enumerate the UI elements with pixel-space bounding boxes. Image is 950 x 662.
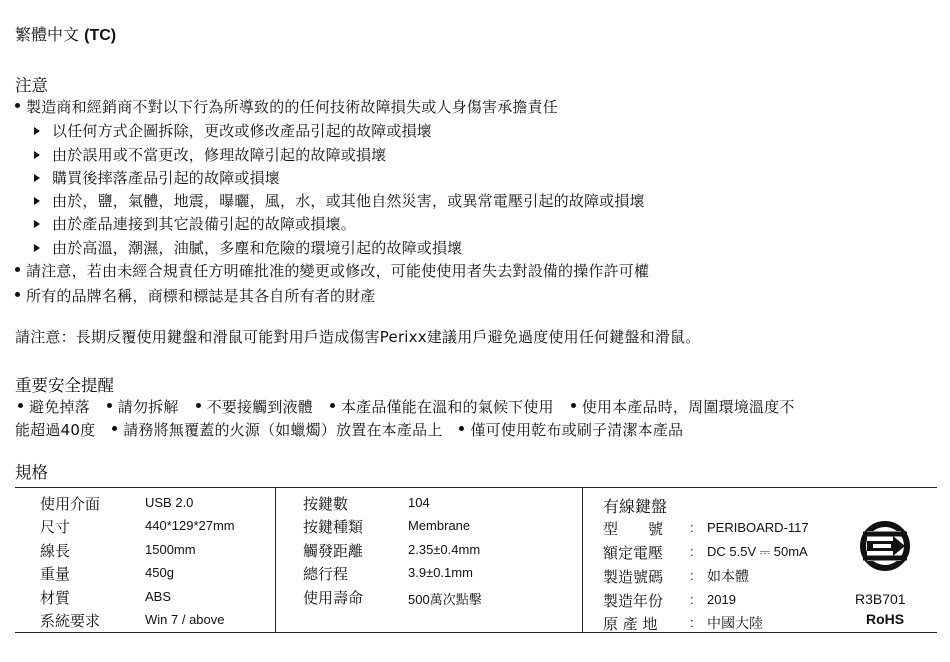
- spec-value: 如本體: [707, 569, 749, 585]
- notice-sub-item: [34, 120, 432, 141]
- spec-label: 系統要求: [40, 612, 101, 630]
- spec-value: PERIBOARD-117: [707, 520, 809, 535]
- language-title: [15, 22, 116, 45]
- spec-value: DC 5.5V ⎓ 50mA: [707, 544, 808, 559]
- spec-sep: :: [690, 520, 694, 535]
- notice-sub-item-text: 由於誤用或不當更改，修理故障引起的故障或損壞: [52, 146, 387, 164]
- bullet-dot-icon: [107, 403, 112, 408]
- spec-label: 按鍵種類: [303, 518, 364, 536]
- spec-table: [15, 487, 937, 633]
- cert-code: R3B701: [855, 591, 906, 607]
- spec-sep: :: [690, 615, 694, 630]
- notice-sub-item: [34, 144, 386, 165]
- triangle-bullet-icon: [34, 197, 40, 205]
- notice-bullet-2: [15, 260, 649, 281]
- spec-value: 2.35±0.4mm: [408, 542, 481, 557]
- spec-value: Win 7 / above: [145, 612, 225, 627]
- spec-value: 3.9±0.1mm: [408, 565, 473, 580]
- health-note: 請注意：長期反覆使用鍵盤和滑鼠可能對用戶造成傷害Perixx建議用戶避免過度使用任何鍵盤和滑鼠。: [15, 328, 701, 346]
- safety-item: 避免掉落: [29, 398, 90, 416]
- spec-label: 使用壽命: [303, 589, 364, 607]
- safety-item: 本產品僅能在溫和的氣候下使用: [340, 398, 554, 416]
- notice-sub-item: [34, 237, 462, 258]
- safety-item: 能超過40度: [15, 421, 96, 439]
- safety-line-2: [15, 419, 683, 440]
- safety-item: 僅可使用乾布或刷子清潔本產品: [470, 421, 684, 439]
- language-title-chinese: 繁體中文: [15, 25, 80, 44]
- spec-value: 450g: [145, 565, 174, 580]
- triangle-bullet-icon: [34, 174, 40, 182]
- spec-value: 104: [408, 495, 430, 510]
- spec-sep: :: [690, 592, 694, 607]
- safety-item: 請務將無覆蓋的火源（如蠟燭）放置在本產品上: [123, 421, 443, 439]
- notice-sub-item: [34, 213, 356, 234]
- notice-bullet-2-text: 請注意，若由未經合規責任方明確批准的變更或修改，可能使使用者失去對設備的操作許可權: [26, 262, 650, 280]
- spec-label: 材質: [40, 589, 71, 607]
- spec-label: 使用介面: [40, 495, 101, 513]
- safety-item: 請勿拆解: [117, 398, 179, 416]
- spec-value: 2019: [707, 592, 736, 607]
- spec-value: USB 2.0: [145, 495, 194, 510]
- column-divider: [582, 487, 583, 633]
- triangle-bullet-icon: [34, 244, 40, 252]
- notice-bullet-1-text: 製造商和經銷商不對以下行為所導致的的任何技術故障損失或人身傷害承擔責任: [26, 98, 559, 116]
- triangle-bullet-icon: [34, 127, 40, 135]
- spec-label: 製造年份: [603, 592, 664, 610]
- safety-item: 不要接觸到液體: [206, 398, 313, 416]
- notice-sub-item: [34, 190, 645, 211]
- notice-sub-item: [34, 167, 280, 188]
- bullet-dot-icon: [112, 426, 117, 431]
- notice-bullet-3: [15, 285, 376, 306]
- safety-item: 使用本產品時，周圍環境溫度不: [581, 398, 795, 416]
- notice-sub-item-text: 由於產品連接到其它設備引起的故障或損壞。: [52, 215, 357, 233]
- notice-sub-item-text: 以任何方式企圖拆除，更改或修改產品引起的故障或損壞: [52, 122, 433, 140]
- column-divider: [275, 487, 276, 633]
- triangle-bullet-icon: [34, 151, 40, 159]
- spec-value: Membrane: [408, 518, 471, 533]
- notice-bullet-1: [15, 96, 558, 117]
- spec-label: 重量: [40, 565, 71, 583]
- spec-label: 額定電壓: [603, 544, 664, 562]
- bullet-dot-icon: [15, 103, 20, 108]
- safety-line-1: [18, 396, 795, 417]
- spec-value: ABS: [145, 589, 172, 604]
- spec-label: 按鍵數: [303, 495, 349, 513]
- spec-value: 440*129*27mm: [145, 518, 235, 533]
- bullet-dot-icon: [18, 403, 23, 408]
- rohs-label: RoHS: [866, 611, 905, 627]
- spec-label: 原 產 地: [603, 615, 658, 633]
- language-title-code: (TC): [84, 27, 117, 44]
- spec-label: 型 號: [603, 520, 664, 538]
- bullet-dot-icon: [571, 403, 576, 408]
- spec-label: 尺寸: [40, 518, 71, 536]
- spec-value: 1500mm: [145, 542, 196, 557]
- spec-value: 中國大陸: [707, 616, 763, 632]
- col3-title: 有線鍵盤: [603, 497, 668, 516]
- spec-label: 製造號碼: [603, 568, 664, 586]
- notice-bullet-3-text: 所有的品牌名稱，商標和標誌是其各自所有者的財產: [26, 287, 376, 305]
- table-bottom-border: [15, 632, 937, 633]
- specs-heading: 規格: [15, 463, 48, 482]
- spec-label: 觸發距離: [303, 542, 364, 560]
- notice-sub-item-text: 購買後摔落產品引起的故障或損壞: [52, 169, 281, 187]
- spec-label: 總行程: [303, 565, 349, 583]
- safety-heading: 重要安全提醒: [15, 376, 114, 395]
- triangle-bullet-icon: [34, 220, 40, 228]
- bullet-dot-icon: [15, 267, 20, 272]
- spec-value: 500萬次點擊: [408, 592, 482, 607]
- notice-sub-item-text: 由於高溫，潮濕，油膩，多塵和危險的環境引起的故障或損壞: [52, 239, 463, 257]
- bullet-dot-icon: [196, 403, 201, 408]
- spec-label: 線長: [40, 542, 71, 560]
- table-top-border: [15, 487, 937, 488]
- bullet-dot-icon: [459, 426, 464, 431]
- spec-sep: :: [690, 544, 694, 559]
- spec-sep: :: [690, 568, 694, 583]
- bsmi-certification-icon: [853, 517, 933, 579]
- bullet-dot-icon: [330, 403, 335, 408]
- bullet-dot-icon: [15, 292, 20, 297]
- notice-sub-item-text: 由於，鹽，氣體，地震，曝曬，風，水，或其他自然災害，或異常電壓引起的故障或損壞: [52, 192, 645, 210]
- notice-heading: 注意: [15, 76, 48, 95]
